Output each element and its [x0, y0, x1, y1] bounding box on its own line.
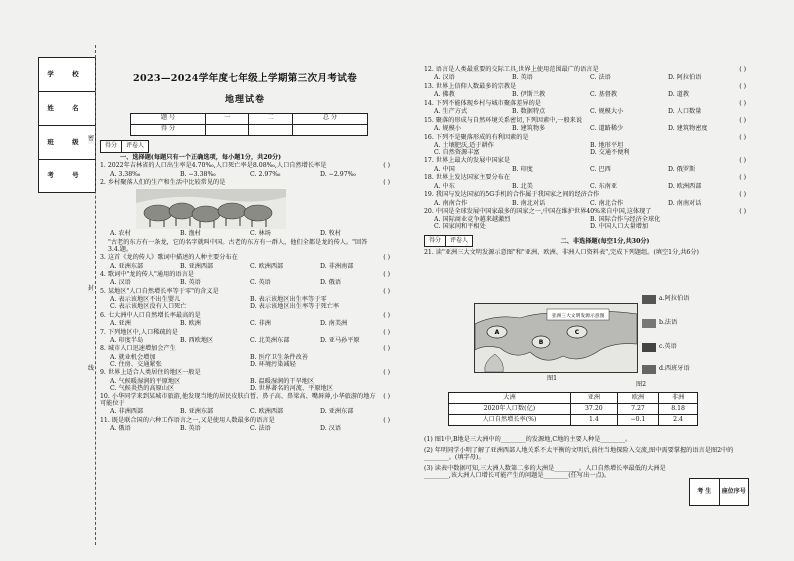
q7-option-b[interactable]: B. 西欧地区: [180, 336, 214, 344]
grader-person-label: 评卷人: [126, 141, 145, 149]
q1-option-d[interactable]: D. −2.97‰: [320, 170, 356, 178]
lang-item-a: [642, 295, 689, 304]
q11-option-a[interactable]: A. 俄语: [110, 425, 131, 433]
name-label: 姓 名: [47, 103, 87, 112]
q18-options: [434, 184, 746, 191]
q14-option-c[interactable]: C. 规模大小: [590, 108, 624, 116]
q9-stem: 9. 世界上适合人类居住的地区一般是: [100, 369, 201, 377]
q13-options: [434, 92, 746, 99]
language-figure: [642, 295, 740, 375]
pop-head-africa: 非洲: [659, 393, 698, 404]
q17-option-a[interactable]: A. 中国: [434, 165, 455, 173]
pop-asia-growth: 1.4: [570, 415, 617, 426]
lang-label-d: d.西班牙语: [659, 365, 690, 373]
q19-answer-paren[interactable]: ( ): [739, 191, 746, 199]
q12-option-b[interactable]: B. 英语: [512, 74, 533, 82]
q20-option-d[interactable]: D. 中国人口大量增加: [590, 223, 649, 231]
binding-word-xian: 线: [88, 365, 95, 372]
seat-label-student: 考 生: [690, 479, 720, 505]
q20-options: [434, 217, 746, 231]
school-field[interactable]: [38, 57, 96, 91]
q12-option-c[interactable]: C. 法语: [590, 74, 611, 82]
question-16: [424, 135, 746, 142]
q21-sub-1[interactable]: (1) 图1中,B地是三大洲中的________的发源地,C地的主要人种是________。: [424, 436, 632, 443]
q6-option-a[interactable]: A. 亚洲: [110, 320, 131, 328]
q3-option-b[interactable]: B. 亚洲西部: [180, 262, 214, 270]
question-17: [424, 158, 746, 165]
grader-score-label: 得分: [101, 141, 122, 152]
q15-option-a[interactable]: A. 规模小: [434, 125, 461, 133]
pop-head-europe: 欧洲: [617, 393, 658, 404]
q12-option-a[interactable]: A. 汉语: [434, 74, 455, 82]
q4-option-d[interactable]: D. 俄语: [320, 279, 342, 287]
q18-option-d[interactable]: D. 欧洲西部: [668, 182, 702, 190]
q2-option-c[interactable]: C. 林场: [250, 230, 271, 238]
q18-option-a[interactable]: A. 中东: [434, 182, 455, 190]
q8-options: [110, 355, 390, 369]
q16-options: [434, 143, 746, 157]
q17-options: [434, 167, 746, 174]
q8-stem: 8. 城市人口迅速增加会产生: [100, 345, 176, 353]
q2-option-b[interactable]: B. 渔村: [180, 230, 201, 238]
pop-row-label-growth: 人口自然增长率(%): [449, 415, 571, 426]
q1-option-b[interactable]: B. −3.38‰: [180, 170, 216, 178]
pop-europe-growth: −0.1: [617, 415, 658, 426]
q10-stem: 10. 小华同学来到某城市旅游,他发现当地的居民皮肤白皙、鼻子高、鼻梁高、嘴唇薄,小华旅游的地方可能位于: [100, 393, 376, 407]
q12-option-d[interactable]: D. 阿拉伯语: [668, 74, 702, 82]
q7-option-a[interactable]: A. 印度半岛: [110, 336, 144, 344]
grader-box-1: [100, 140, 149, 153]
binding-word-feng: 封: [88, 285, 95, 292]
lang-item-c: [642, 343, 677, 352]
asia-map-graphic: [475, 304, 637, 372]
q1-answer-paren[interactable]: ( ): [383, 162, 390, 170]
score-head-1: 题 号: [131, 113, 206, 124]
flag-icon-a: [642, 295, 656, 304]
q19-option-b[interactable]: B. 南北对话: [512, 199, 546, 207]
question-15: [424, 118, 746, 125]
question-1: [100, 163, 390, 170]
q20-option-a[interactable]: A. 国际商业竞争越来越激烈: [434, 216, 511, 224]
q12-options: [434, 75, 746, 82]
subject-title: 地理试卷: [224, 94, 265, 105]
q8-option-c[interactable]: C. 住房、交通紧张: [110, 360, 162, 368]
q20-stem: 20. 中国是全球发展中国家最多的国家之一,中国在维护世界40%来自中国,这体现了: [424, 207, 652, 215]
q18-option-c[interactable]: C. 东南亚: [590, 182, 618, 190]
q18-stem: 18. 世界上发达国家主要分布在: [424, 174, 511, 182]
q10-option-a[interactable]: A. 非洲西部: [110, 408, 144, 416]
q19-option-c[interactable]: C. 南北合作: [590, 199, 624, 207]
q9-answer-paren[interactable]: ( ): [383, 369, 390, 377]
q11-answer-paren[interactable]: ( ): [383, 416, 390, 424]
population-table: [448, 392, 698, 426]
question-7: [100, 330, 390, 337]
score-row-label: 得 分: [131, 124, 206, 135]
q10-options: [110, 409, 390, 416]
q2-answer-paren[interactable]: ( ): [383, 179, 390, 187]
q4-option-c[interactable]: C. 英语: [250, 279, 271, 287]
q5-stem: 5. 某地区"人口自然增长率等于零"的含义是: [100, 287, 219, 295]
question-11: [100, 418, 390, 425]
q3-options: [110, 264, 390, 271]
score-head-3: 二: [249, 113, 292, 124]
q21-subquestions: [424, 436, 746, 481]
q19-stem: 19. 我国与发达国家的5G手机的合作属于我国家之间的经济合作: [424, 191, 600, 199]
q16-option-c[interactable]: C. 自然资源丰富: [434, 148, 480, 156]
lang-item-d: [642, 365, 690, 374]
q2-option-a[interactable]: A. 农村: [110, 230, 131, 238]
flag-icon-b: [642, 319, 656, 328]
q7-options: [110, 338, 390, 345]
q6-stem: 6. 七大洲中人口自然增长率最高的是: [100, 311, 201, 319]
q6-option-b[interactable]: B. 欧洲: [180, 320, 201, 328]
q13-option-c[interactable]: C. 基督教: [590, 91, 618, 99]
q9-option-b[interactable]: B. 温暖湿润的干旱地区: [250, 377, 315, 385]
q20-option-c[interactable]: C. 国家间和平相处: [434, 223, 486, 231]
student-info-box: [38, 57, 96, 193]
pop-head-asia: 亚洲: [570, 393, 617, 404]
pop-europe-population: 7.27: [617, 404, 658, 415]
school-label: 学 校: [47, 69, 87, 78]
q2-options: [110, 231, 390, 238]
question-4: [100, 272, 390, 279]
q9-option-a[interactable]: A. 气候暖湿润的平原地区: [110, 377, 181, 385]
q19-options: [434, 201, 746, 208]
q10-option-d[interactable]: D. 亚洲东部: [320, 408, 354, 416]
q4-stem: 4. 歌词中"龙的传人"通用的语言是: [100, 270, 194, 278]
q9-option-d[interactable]: D. 世界著名的河流、平原地区: [250, 384, 333, 392]
q7-stem: 7. 下列地区中,人口稀疏的是: [100, 328, 178, 336]
score-cell-total[interactable]: [292, 124, 367, 135]
q5-option-b[interactable]: B. 表示该地区出生率等于零: [250, 296, 327, 304]
seat-number-box: [689, 478, 749, 506]
question-10: [100, 394, 390, 408]
q1-stem: 1. 2022年吉林省的人口出生率是4.70‰,人口死亡率是8.08‰,人口自然增长率是: [100, 162, 327, 170]
question-12: [424, 67, 746, 74]
map-inset-label: 亚洲三大文明发源示意图: [551, 314, 605, 319]
q8-option-b[interactable]: B. 医疗卫生条件改善: [250, 353, 308, 361]
q11-option-c[interactable]: C. 法语: [250, 425, 271, 433]
right-column: [424, 66, 746, 259]
q14-option-d[interactable]: D. 人口数量: [668, 108, 702, 116]
q16-stem: 16. 下列不是聚落形成的有利因素的是: [424, 133, 529, 141]
q11-stem: 11. 既是联合国的六种工作语言之一,又是使用人数最多的语言是: [100, 416, 275, 424]
q3-option-c[interactable]: C. 欧洲西部: [250, 262, 284, 270]
q7-answer-paren[interactable]: ( ): [383, 328, 390, 336]
map-label-a: A: [494, 329, 500, 336]
q14-options: [434, 109, 746, 116]
question-13: [424, 84, 746, 91]
question-6: [100, 313, 390, 320]
question-20: [424, 209, 746, 216]
question-9: [100, 370, 390, 377]
q3-option-d[interactable]: D. 非洲南部: [320, 262, 354, 270]
q7-option-d[interactable]: D. 亚马孙平原: [320, 336, 360, 344]
q16-option-a[interactable]: A. 土壤肥沃,适于耕作: [434, 141, 494, 149]
q9-options: [110, 379, 390, 393]
question-14: [424, 101, 746, 108]
q14-option-a[interactable]: A. 生产方式: [434, 108, 468, 116]
sheep-herd-illustration: [136, 189, 286, 229]
pop-africa-population: 8.18: [659, 404, 698, 415]
q4-option-b[interactable]: B. 英语: [180, 279, 201, 287]
pop-head-continent: 大洲: [449, 393, 571, 404]
q8-option-a[interactable]: A. 就业机会增加: [110, 353, 156, 361]
flag-icon-d: [642, 365, 656, 374]
seat-label-number[interactable]: 座位序号: [721, 488, 746, 496]
q14-answer-paren[interactable]: ( ): [739, 99, 746, 107]
map-label-c: C: [574, 329, 580, 336]
poem-passage: "古老的东方有一条龙，它的名字就叫中国。古老的东方有一群人，他们全都是龙的传人。"回答3.4.题。: [108, 238, 368, 253]
q15-option-c[interactable]: C. 道路稀少: [590, 125, 624, 133]
q9-option-c[interactable]: C. 气候炎热的高原山区: [110, 384, 175, 392]
q17-stem: 17. 世界上最大的发展中国家是: [424, 157, 511, 165]
q7-option-c[interactable]: C. 北美洲东部: [250, 336, 290, 344]
q6-option-c[interactable]: C. 非洲: [250, 320, 271, 328]
q17-option-d[interactable]: D. 俄罗斯: [668, 165, 696, 173]
map-label-b: B: [538, 339, 544, 346]
q10-answer-paren[interactable]: ( ): [383, 393, 390, 401]
q5-option-c[interactable]: C. 表示该地区没有人口死亡: [110, 303, 187, 311]
q15-option-d[interactable]: D. 建筑物密度: [668, 125, 708, 133]
q17-answer-paren[interactable]: ( ): [739, 157, 746, 165]
q19-option-a[interactable]: A. 南南合作: [434, 199, 468, 207]
q13-option-d[interactable]: D. 道教: [668, 91, 690, 99]
q3-option-a[interactable]: A. 亚洲东部: [110, 262, 144, 270]
flag-icon-c: [642, 343, 656, 352]
figure-1-caption: 图1: [547, 375, 558, 382]
score-cell-1[interactable]: [206, 124, 249, 135]
q4-options: [110, 280, 390, 287]
q11-option-d[interactable]: D. 汉语: [320, 425, 342, 433]
q19-option-d[interactable]: D. 南南对话: [668, 199, 702, 207]
name-field[interactable]: [38, 91, 96, 125]
lang-label-b: b.法语: [659, 319, 678, 327]
q12-answer-paren[interactable]: ( ): [739, 66, 746, 73]
question-2: [100, 180, 390, 187]
q13-option-a[interactable]: A. 佛教: [434, 91, 455, 99]
section-2-title: 二、非选择题(每空1分,共30分): [560, 238, 650, 246]
pop-row-label-population: 2020年人口数(亿): [449, 404, 571, 415]
q12-stem: 12. 语言是人类最重要的交际工具,世界上使用范围最广的语言是: [424, 66, 599, 73]
civilization-map: [474, 303, 638, 373]
q15-option-b[interactable]: B. 建筑物多: [512, 125, 546, 133]
grader-score-label-2: 得分: [425, 236, 446, 247]
q20-answer-paren[interactable]: ( ): [739, 207, 746, 215]
question-19: [424, 192, 746, 199]
binding-word-mi: 密: [88, 135, 95, 142]
exam-title: 2023—2024学年度七年级上学期第三次月考试卷: [133, 73, 357, 84]
q6-options: [110, 321, 390, 328]
q5-options: [110, 297, 390, 311]
question-18: [424, 175, 746, 182]
score-cell-2[interactable]: [249, 124, 292, 135]
question-8: [100, 346, 390, 353]
q16-answer-paren[interactable]: ( ): [739, 133, 746, 141]
q5-option-d[interactable]: D. 表示该地区出生率等于死亡率: [250, 303, 340, 311]
score-table: [130, 113, 368, 136]
exam-number-field[interactable]: [38, 159, 96, 193]
q8-answer-paren[interactable]: ( ): [383, 345, 390, 353]
q5-answer-paren[interactable]: ( ): [383, 287, 390, 295]
lang-label-c: c.英语: [659, 343, 677, 351]
lang-label-a: a.阿拉伯语: [659, 295, 690, 303]
q11-options: [110, 426, 390, 433]
question-5: [100, 289, 390, 296]
q2-stem: 2. 乡村聚落人们的生产和生活中比较常见的是: [100, 179, 226, 187]
q15-options: [434, 126, 746, 133]
grader-box-2: [424, 235, 473, 248]
q18-answer-paren[interactable]: ( ): [739, 174, 746, 182]
question-21: 21. 读"亚洲三大文明发源示意图"和"亚洲、欧洲、非洲人口资料表",完成下列题组。(填空1分,共6分): [424, 249, 699, 257]
binding-line: [95, 45, 96, 545]
q21-sub-2[interactable]: (2) 年明同学小明了解了亚洲西部人地关系不太平衡的文明后,前往当地探险入交流,图中需要掌握的语言是图2中的________。(填字母)。: [424, 446, 734, 461]
q6-option-d[interactable]: D. 南美洲: [320, 320, 348, 328]
q8-option-d[interactable]: D. 环境污染减轻: [250, 360, 296, 368]
q4-option-a[interactable]: A. 汉语: [110, 279, 131, 287]
q3-answer-paren[interactable]: ( ): [383, 254, 390, 262]
q6-answer-paren[interactable]: ( ): [383, 311, 390, 319]
exam-number-label: 考 号: [47, 171, 87, 180]
q16-option-b[interactable]: B. 地形平坦: [590, 141, 624, 149]
figure-2-caption: 图2: [636, 381, 647, 388]
q10-option-b[interactable]: B. 亚洲东部: [180, 408, 214, 416]
class-label: 班 级: [47, 137, 87, 146]
q1-options: [110, 172, 390, 179]
q14-stem: 14. 下列不能体现乡村与城市聚落差异的是: [424, 99, 541, 107]
score-head-4: 总 分: [292, 113, 367, 124]
q16-option-d[interactable]: D. 交通不便利: [590, 148, 630, 156]
q13-stem: 13. 世界上信仰人数最多的宗教是: [424, 82, 517, 90]
q18-option-b[interactable]: B. 北美: [512, 182, 533, 190]
grader-person-label-2: 评卷人: [450, 236, 469, 244]
q13-answer-paren[interactable]: ( ): [739, 82, 746, 90]
q15-stem: 15. 聚落的形成与自然环境关系密切,下列因素中,一般来说: [424, 116, 583, 124]
q10-option-c[interactable]: C. 欧洲西部: [250, 408, 284, 416]
q4-answer-paren[interactable]: ( ): [383, 270, 390, 278]
q2-option-d[interactable]: D. 牧村: [320, 230, 342, 238]
score-head-2: 一: [206, 113, 249, 124]
pop-asia-population: 37.20: [570, 404, 617, 415]
q1-option-c[interactable]: C. 2.97‰: [250, 170, 281, 178]
question-3: [100, 255, 390, 262]
q3-stem: 3. 这首《龙的传人》歌词中描述的人种主要分布在: [100, 254, 238, 262]
pop-africa-growth: 2.4: [659, 415, 698, 426]
q20-option-b[interactable]: B. 国际合作与经济全球化: [590, 216, 661, 224]
q21-sub-3[interactable]: (3) 读表中数据可知,三大洲人数第二多的大洲是________。人口自然增长率最低的大洲是________,该大洲人口增长可能产生的问题是________(任写出一点)。: [424, 464, 666, 479]
q17-option-b[interactable]: B. 印度: [512, 165, 533, 173]
q14-option-b[interactable]: B. 数据特点: [512, 108, 546, 116]
q15-answer-paren[interactable]: ( ): [739, 116, 746, 124]
q1-option-a[interactable]: A. 3.38‰: [110, 170, 141, 178]
q5-option-a[interactable]: A. 表示该地区不出生婴儿: [110, 296, 181, 304]
left-column: [100, 74, 390, 435]
q11-option-b[interactable]: B. 英语: [180, 425, 201, 433]
section-1-title: 一、选择题(每题只有一个正确选项，每小题1分，共20分): [120, 153, 282, 161]
q17-option-c[interactable]: C. 巴西: [590, 165, 611, 173]
lang-item-b: [642, 319, 677, 328]
q13-option-b[interactable]: B. 伊斯兰教: [512, 91, 546, 99]
